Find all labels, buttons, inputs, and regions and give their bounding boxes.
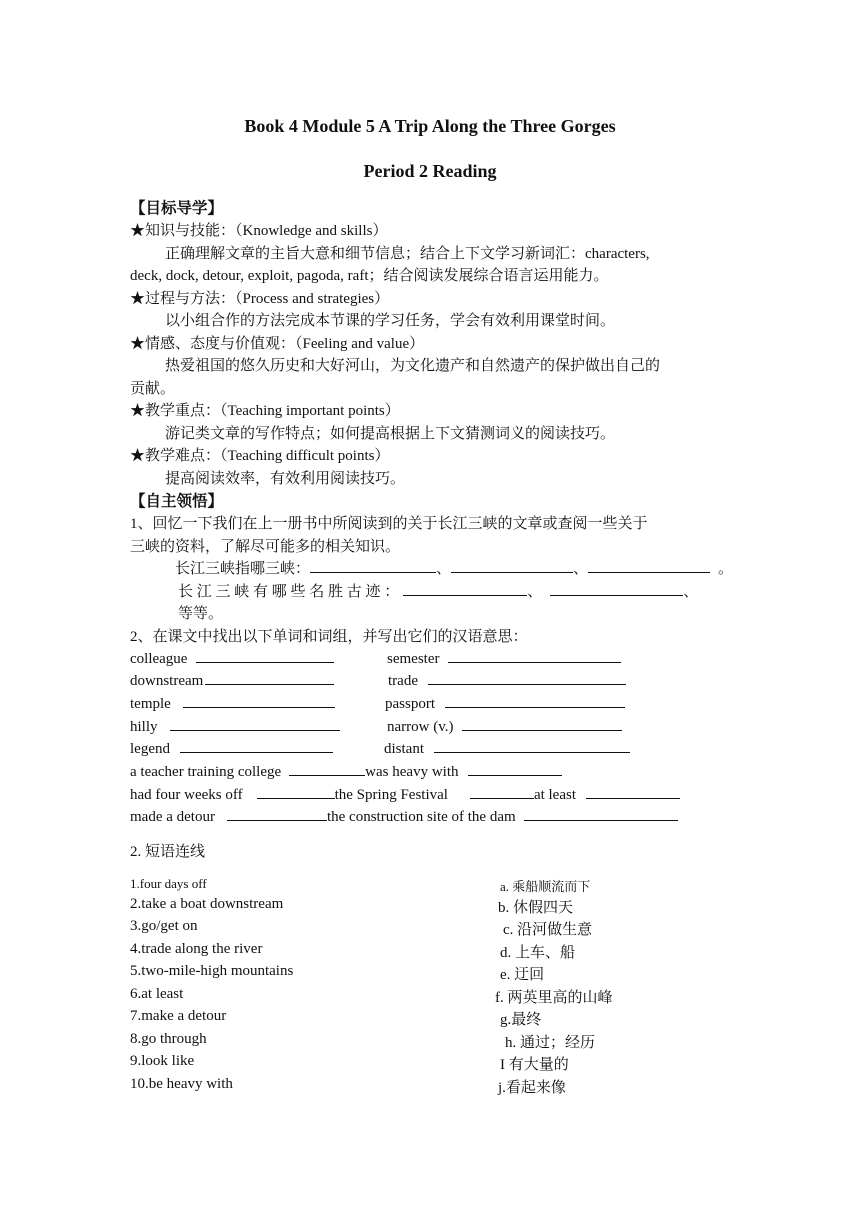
answer-blank[interactable]: [257, 785, 335, 799]
word-label: colleague: [130, 651, 188, 667]
phrase-label: had four weeks off: [130, 787, 243, 803]
word-item: [130, 649, 334, 668]
word-item: [130, 739, 333, 758]
phrase-row: [130, 785, 680, 804]
word-item: [130, 694, 335, 713]
match-right-item: j.看起来像: [498, 1080, 566, 1096]
match-left-item: 9.look like: [130, 1053, 195, 1069]
knowledge-text: 正确理解文章的主旨大意和细节信息；结合上下文学习新词汇：characters,: [165, 246, 650, 262]
separator: 、: [527, 584, 543, 600]
match-right-item: h. 通过；经历: [505, 1035, 596, 1051]
match-right-item: b. 休假四天: [498, 900, 574, 916]
answer-blank[interactable]: [428, 671, 626, 685]
match-right-item: a. 乘船顺流而下: [500, 879, 591, 894]
answer-blank[interactable]: [183, 694, 335, 708]
feeling-text-cont: 贡献。: [130, 381, 176, 397]
document-subtitle: Period 2 Reading: [363, 161, 497, 181]
answer-blank[interactable]: [180, 739, 333, 753]
word-item: [130, 717, 340, 736]
word-label: narrow (v.): [387, 719, 454, 735]
answer-blank[interactable]: [586, 785, 680, 799]
word-label: passport: [385, 696, 435, 712]
separator: 、: [683, 584, 699, 600]
word-label: semester: [387, 651, 440, 667]
important-label: ★教学重点：（Teaching important points）: [130, 403, 400, 419]
answer-blank[interactable]: [205, 671, 334, 685]
match-left-item: 4.trade along the river: [130, 941, 263, 957]
word-item: [385, 694, 625, 713]
question-2: 2、在课文中找出以下单词和词组，并写出它们的汉语意思：: [130, 629, 528, 645]
match-right-item: e. 迂回: [500, 967, 545, 983]
answer-blank[interactable]: [403, 582, 527, 596]
document-title: Book 4 Module 5 A Trip Along the Three Gorges: [244, 116, 616, 136]
match-right-item: c. 沿河做生意: [503, 922, 593, 938]
section-heading-goals: 【目标导学】: [130, 200, 224, 217]
answer-blank[interactable]: [550, 582, 683, 596]
answer-blank[interactable]: [524, 807, 678, 821]
answer-blank[interactable]: [289, 762, 365, 776]
knowledge-text-cont: deck, dock, detour, exploit, pagoda, raft；结合阅读发展综合语言运用能力。: [130, 268, 609, 284]
answer-blank[interactable]: [310, 559, 436, 573]
answer-blank[interactable]: [451, 559, 573, 573]
word-label: legend: [130, 741, 170, 757]
match-right-item: f. 两英里高的山峰: [495, 990, 613, 1006]
separator: 、: [573, 561, 589, 577]
difficult-label: ★教学难点：（Teaching difficult points）: [130, 448, 390, 464]
match-heading: 2. 短语连线: [130, 844, 206, 860]
answer-blank[interactable]: [445, 694, 625, 708]
answer-blank[interactable]: [170, 717, 340, 731]
word-item: [384, 739, 630, 758]
feeling-label: ★情感、态度与价值观：（Feeling and value）: [130, 336, 425, 352]
match-left-item: 5.two-mile-high mountains: [130, 963, 294, 979]
match-left-item: 3.go/get on: [130, 918, 198, 934]
important-text: 游记类文章的写作特点；如何提高根据上下文猜测词义的阅读技巧。: [165, 426, 616, 442]
scenic-spots-question: [178, 580, 698, 601]
phrase-label: was heavy with: [365, 764, 459, 780]
word-label: hilly: [130, 719, 158, 735]
process-text: 以小组合作的方法完成本节课的学习任务，学会有效利用课堂时间。: [165, 313, 616, 329]
answer-blank[interactable]: [462, 717, 622, 731]
phrase-row: [130, 807, 678, 826]
phrase-row: [130, 762, 562, 781]
phrase-label: the Spring Festival: [334, 787, 448, 803]
word-item: [387, 717, 622, 736]
answer-blank[interactable]: [588, 559, 710, 573]
word-item: [387, 649, 621, 668]
three-gorges-prompt: 长江三峡指哪三峡：: [175, 561, 311, 577]
match-right-item: d. 上车、船: [500, 945, 576, 961]
answer-blank[interactable]: [196, 649, 334, 663]
separator: 、: [436, 561, 452, 577]
answer-blank[interactable]: [434, 739, 630, 753]
knowledge-label: ★知识与技能：（Knowledge and skills）: [130, 223, 388, 239]
phrase-label: the construction site of the dam: [326, 809, 516, 825]
match-right-item: I 有大量的: [500, 1057, 569, 1073]
process-label: ★过程与方法：（Process and strategies）: [130, 291, 390, 307]
answer-blank[interactable]: [227, 807, 327, 821]
word-item: [388, 671, 626, 690]
answer-blank[interactable]: [470, 785, 534, 799]
question-1-cont: 三峡的资料，了解尽可能多的相关知识。: [130, 539, 401, 555]
scenic-spots-end: 等等。: [178, 606, 224, 622]
answer-blank[interactable]: [448, 649, 621, 663]
question-1: 1、回忆一下我们在上一册书中所阅读到的关于长江三峡的文章或查阅一些关于: [130, 516, 648, 532]
word-label: trade: [388, 673, 418, 689]
scenic-spots-prompt: 长 江 三 峡 有 哪 些 名 胜 古 迹 ：: [178, 584, 400, 600]
difficult-text: 提高阅读效率，有效利用阅读技巧。: [165, 471, 406, 487]
match-left-item: 7.make a detour: [130, 1008, 227, 1024]
feeling-text: 热爱祖国的悠久历史和大好河山，为文化遗产和自然遗产的保护做出自己的: [165, 358, 661, 374]
phrase-label: a teacher training college: [130, 764, 282, 780]
answer-blank[interactable]: [468, 762, 562, 776]
word-label: downstream: [130, 673, 204, 689]
section-heading-self-study: 【自主领悟】: [130, 493, 224, 510]
match-left-item: 6.at least: [130, 986, 184, 1002]
three-gorges-question: [175, 557, 733, 578]
phrase-label: made a detour: [130, 809, 215, 825]
word-label: temple: [130, 696, 171, 712]
match-left-item: 8.go through: [130, 1031, 207, 1047]
end-mark: 。: [718, 561, 734, 577]
match-left-item: 2.take a boat downstream: [130, 896, 284, 912]
match-left-item: 10.be heavy with: [130, 1076, 233, 1092]
word-label: distant: [384, 741, 424, 757]
match-right-item: g.最终: [500, 1012, 542, 1028]
match-left-item: 1.four days off: [130, 876, 207, 891]
phrase-label: at least: [533, 787, 577, 803]
word-item: [130, 671, 334, 690]
